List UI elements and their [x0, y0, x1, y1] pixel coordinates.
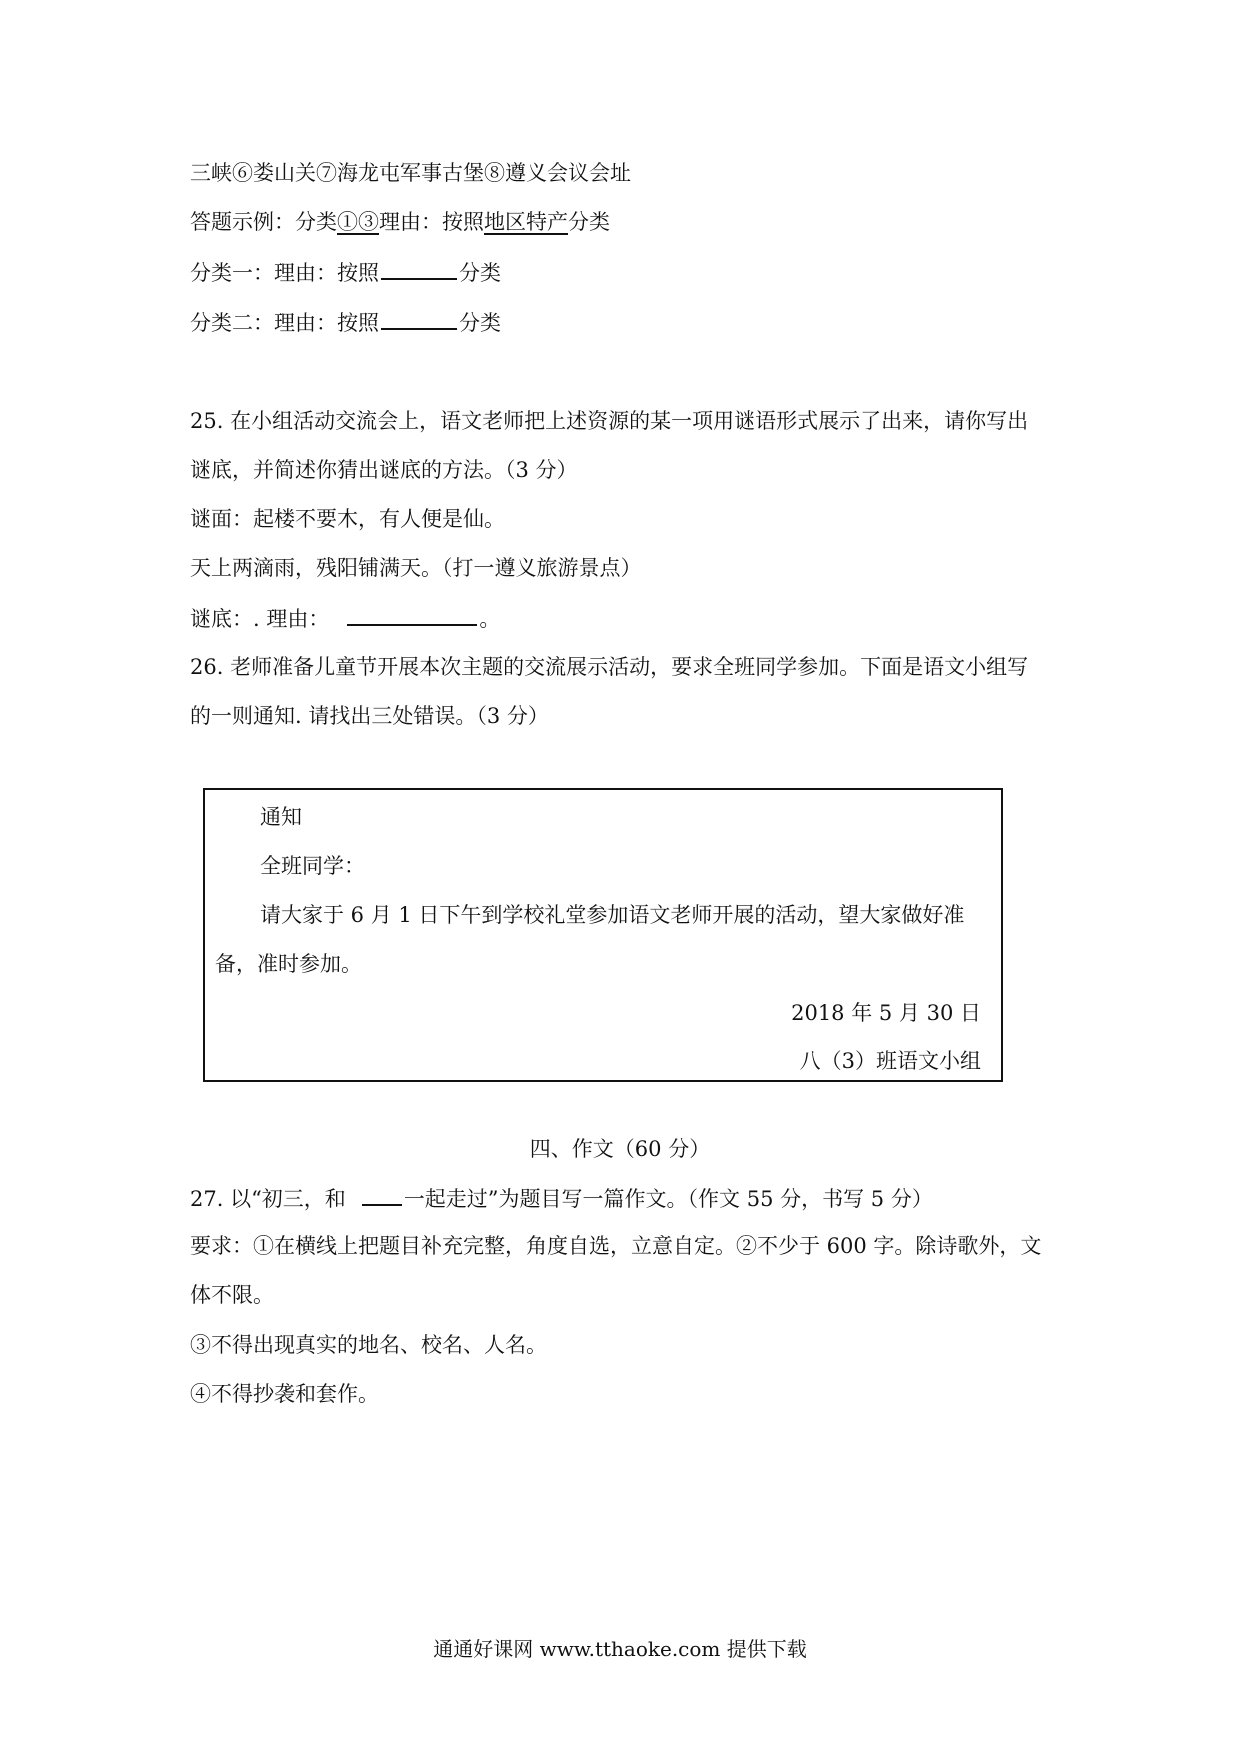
resource-list-line: 三峡⑥娄山关⑦海龙屯军事古堡⑧遵义会议会址: [190, 161, 631, 185]
notice-date: 2018 年 5 月 30 日: [791, 1001, 981, 1025]
classification-two: 分类二：理由：按照 分类: [190, 306, 501, 338]
section-heading: 四、作文（60 分）: [529, 1137, 711, 1161]
notice-salutation: 全班同学：: [260, 854, 365, 878]
q26-line1: 26. 老师准备儿童节开展本次主题的交流展示活动，要求全班同学参加。下面是语文小组写: [190, 655, 1029, 679]
notice-title: 通知: [260, 805, 302, 829]
riddle-line1: 谜面：起楼不要木，有人便是仙。: [190, 507, 505, 531]
q27-prompt: 27. 以“初三，和 一起走过”为题目写一篇作文。（作文 55 分，书写 5 分）: [190, 1182, 933, 1214]
riddle-line2: 天上两滴雨，残阳铺满天。（打一遵义旅游景点）: [190, 556, 642, 580]
requirement-line4: ④不得抄袭和套作。: [190, 1382, 379, 1406]
q25-line1: 25. 在小组活动交流会上，语文老师把上述资源的某一项用谜语形式展示了出来，请你写出: [190, 409, 1029, 433]
page-footer: 通通好课网 www.tthaoke.com 提供下载: [433, 1637, 807, 1661]
q26-line2: 的一则通知. 请找出三处错误。（3 分）: [190, 704, 549, 728]
blank-line: [347, 602, 477, 626]
blank-line: [381, 256, 457, 280]
answer-example: 答题示例：分类①③理由：按照地区特产分类: [190, 210, 610, 234]
blank-line: [362, 1182, 402, 1206]
example-ids: ①③: [337, 210, 379, 234]
notice-box: [203, 788, 1003, 1082]
riddle-answer: 谜底：. 理由： 。: [190, 602, 500, 634]
notice-signature: 八（3）班语文小组: [799, 1049, 981, 1073]
q25-line2: 谜底，并简述你猜出谜底的方法。（3 分）: [190, 458, 578, 482]
requirement-line3: ③不得出现真实的地名、校名、人名。: [190, 1333, 547, 1357]
requirement-line1: 要求：①在横线上把题目补充完整，角度自选，立意自定。②不少于 600 字。除诗歌外，文: [190, 1234, 1042, 1258]
blank-line: [381, 306, 457, 330]
notice-body-line1: 请大家于 6 月 1 日下午到学校礼堂参加语文老师开展的活动，望大家做好准: [260, 903, 965, 927]
notice-body-line2: 备，准时参加。: [215, 952, 362, 976]
requirement-line2: 体不限。: [190, 1283, 274, 1307]
classification-one: 分类一：理由：按照 分类: [190, 256, 501, 288]
example-basis: 地区特产: [484, 210, 568, 234]
